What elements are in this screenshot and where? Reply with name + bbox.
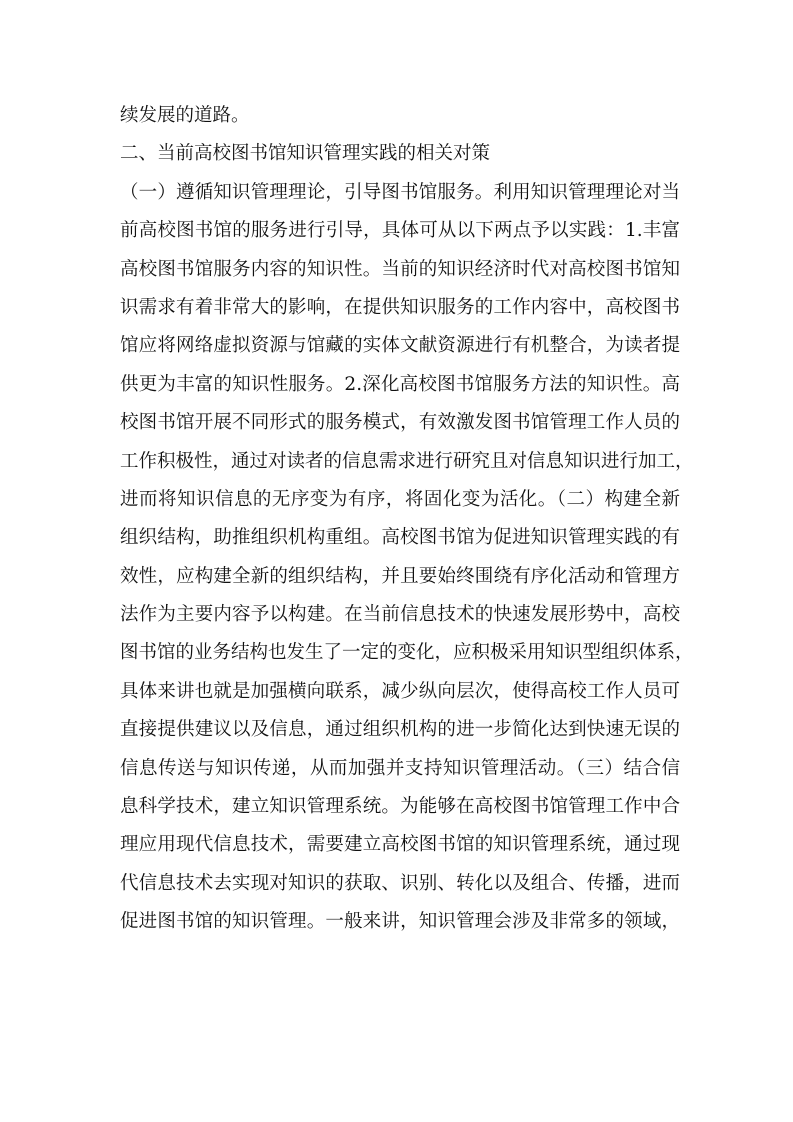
text-line: 效性，应构建全新的组织结构，并且要始终围绕有序化活动和管理方 <box>120 565 680 587</box>
text-line: （一）遵循知识管理理论，引导图书馆服务。利用知识管理理论对当 <box>120 181 680 203</box>
text-line: 高校图书馆服务内容的知识性。当前的知识经济时代对高校图书馆知 <box>120 258 680 280</box>
section-heading: 二、当前高校图书馆知识管理实践的相关对策 <box>120 143 491 165</box>
text-line: 具体来讲也就是加强横向联系，减少纵向层次，使得高校工作人员可 <box>120 680 680 702</box>
text-line: 校图书馆开展不同形式的服务模式，有效激发图书馆管理工作人员的 <box>120 412 680 434</box>
text-line: 信息传送与知识传递，从而加强并支持知识管理活动。（三）结合信 <box>120 757 680 779</box>
text-line: 法作为主要内容予以构建。在当前信息技术的快速发展形势中，高校 <box>120 604 680 626</box>
text-line: 组织结构，助推组织机构重组。高校图书馆为促进知识管理实践的有 <box>120 527 680 549</box>
text-line: 识需求有着非常大的影响，在提供知识服务的工作内容中，高校图书 <box>120 296 680 318</box>
text-line: 续发展的道路。 <box>120 105 250 126</box>
text-line: 前高校图书馆的服务进行引导，具体可从以下两点予以实践：1.丰富 <box>120 220 680 242</box>
text-line: 图书馆的业务结构也发生了一定的变化，应积极采用知识型组织体系， <box>120 642 694 664</box>
text-line: 直接提供建议以及信息，通过组织机构的进一步简化达到快速无误的 <box>120 719 680 741</box>
text-line: 馆应将网络虚拟资源与馆藏的实体文献资源进行有机整合，为读者提 <box>120 335 680 357</box>
text-line: 代信息技术去实现对知识的获取、识别、转化以及组合、传播，进而 <box>120 872 680 894</box>
body-text <box>120 97 694 942</box>
text-line: 进而将知识信息的无序变为有序，将固化变为活化。（二）构建全新 <box>120 488 680 510</box>
text-line: 工作积极性，通过对读者的信息需求进行研究且对信息知识进行加工， <box>120 450 694 472</box>
text-line: 理应用现代信息技术，需要建立高校图书馆的知识管理系统，通过现 <box>120 834 680 856</box>
text-line: 息科学技术，建立知识管理系统。为能够在高校图书馆管理工作中合 <box>120 796 680 818</box>
text-line: 促进图书馆的知识管理。一般来讲，知识管理会涉及非常多的领域， <box>120 911 680 933</box>
text-line: 供更为丰富的知识性服务。2.深化高校图书馆服务方法的知识性。高 <box>120 373 680 395</box>
